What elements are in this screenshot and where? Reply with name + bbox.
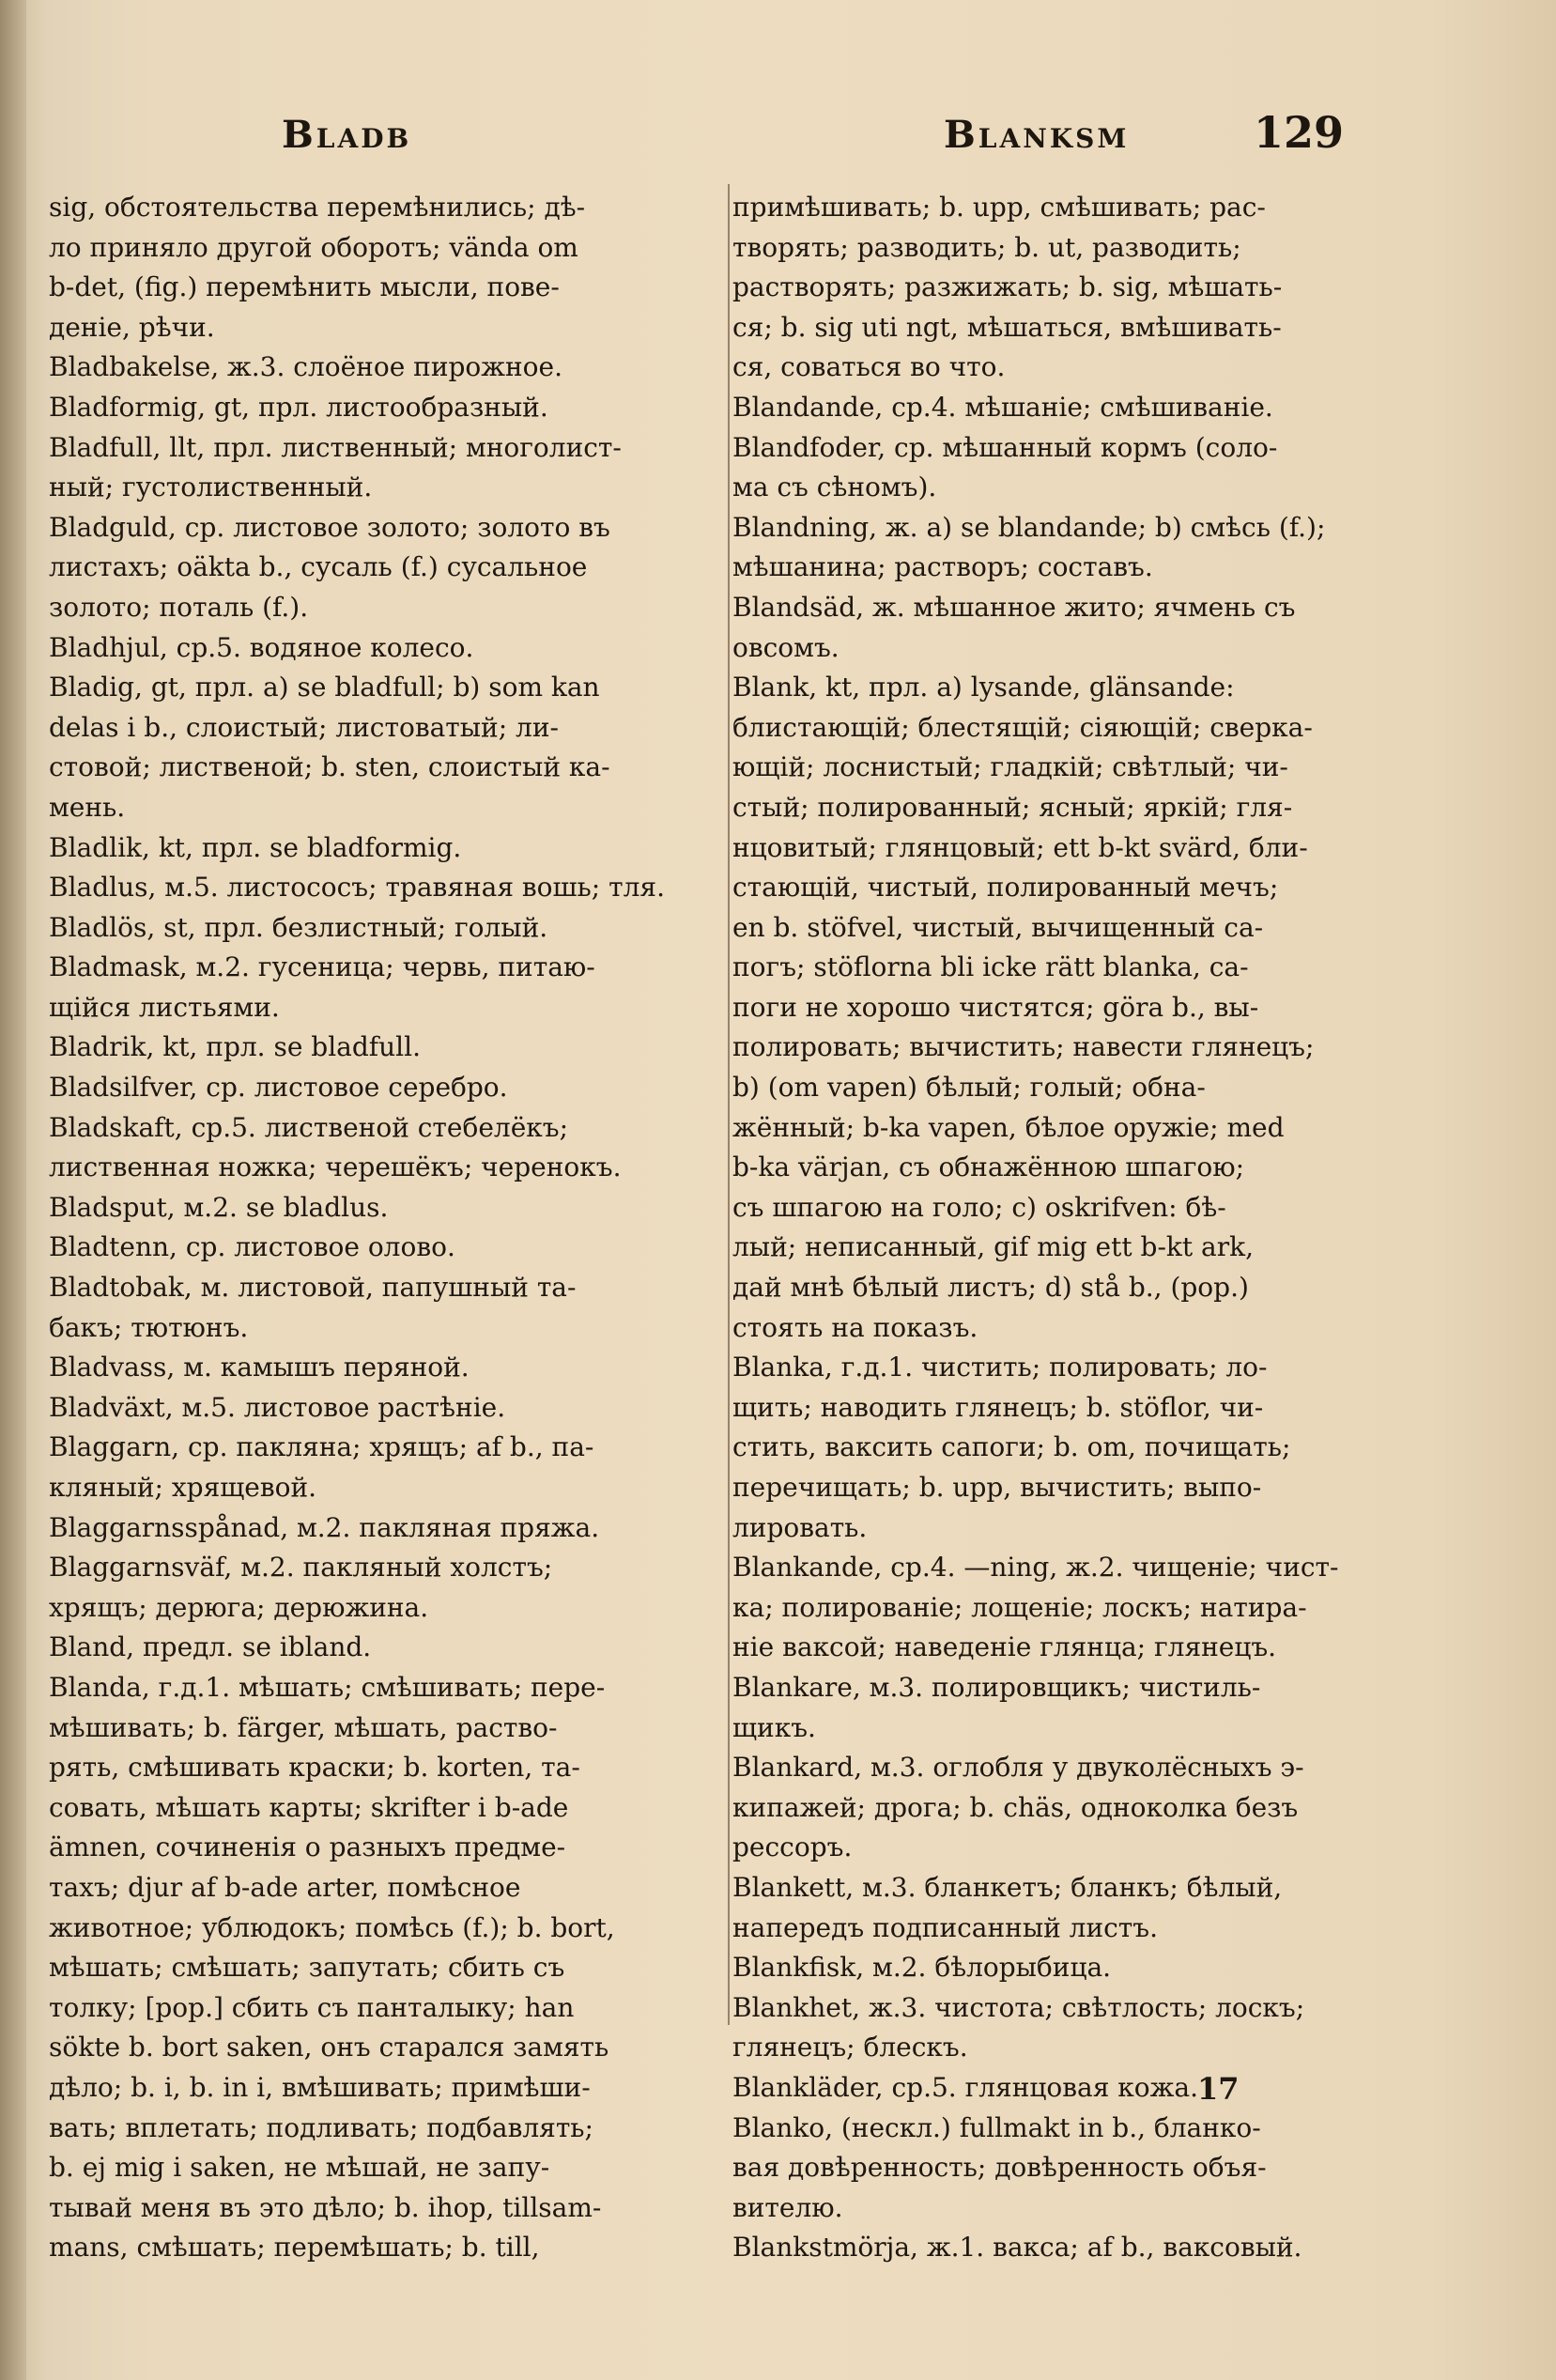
text-line: вать; вплетать; подливать; подбавлять;	[49, 2111, 593, 2143]
text-line: delas i b., слоистый; листоватый; ли-	[49, 711, 559, 743]
text-line: Blankande, ср.4. —ning, ж.2. чищеніе; чист-	[732, 1552, 1339, 1584]
text-line: ный; густолиственный.	[49, 471, 373, 503]
text-line: лиственная ножка; черешёкъ; черенокъ.	[49, 1151, 622, 1183]
text-line: напередъ подписанный листъ.	[732, 1911, 1159, 1943]
text-line: Blankett, м.3. бланкетъ; бланкъ; бѣлый,	[732, 1871, 1283, 1903]
left-headword: Bladb	[282, 113, 412, 157]
text-line: рессоръ.	[732, 1831, 853, 1863]
text-line: Bladväxt, м.5. листовое растѣніе.	[49, 1391, 506, 1423]
text-line: Bladmask, м.2. гусеница; червь, питаю-	[49, 951, 595, 983]
text-line: Bladtobak, м. листовой, папушный та-	[49, 1272, 577, 1304]
text-line: животное; ублюдокъ; помѣсь (f.); b. bort,	[49, 1911, 615, 1943]
text-line: нцовитый; глянцовый; ett b-kt svärd, бли-	[732, 831, 1308, 863]
text-line: Bladlik, kt, прл. se bladformig.	[49, 831, 462, 863]
text-line: творять; разводить; b. ut, разводить;	[732, 231, 1241, 263]
text-line: дай мнѣ бѣлый листъ; d) stå b., (рор.)	[732, 1272, 1249, 1304]
text-line: деніе, рѣчи.	[49, 311, 215, 343]
text-line: лый; неписанный, gif mig ett b-kt ark,	[732, 1231, 1254, 1263]
text-line: вая довѣренность; довѣренность объя-	[732, 2152, 1267, 2184]
text-line: b-ka värjan, съ обнажённою шпагою;	[732, 1151, 1245, 1183]
text-line: хрящъ; дерюга; дерюжина.	[49, 1591, 429, 1623]
text-line: Blankstmörja, ж.1. вакса; af b., ваксовый.	[732, 2232, 1302, 2264]
text-line: совать, мѣшать карты; skrifter i b-ade	[49, 1791, 569, 1823]
text-line: Bladlus, м.5. листососъ; травяная вошь; тля.	[49, 872, 665, 904]
text-line: стить, ваксить сапоги; b. om, почищать;	[732, 1431, 1291, 1463]
text-line: рять, смѣшивать краски; b. korten, та-	[49, 1752, 580, 1784]
text-line: sökte b. bort saken, онъ старался замять	[49, 2032, 609, 2063]
text-line: Blankare, м.3. полировщикъ; чистиль-	[732, 1671, 1261, 1703]
page-edge	[0, 0, 26, 2380]
text-line: кляный; хрящевой.	[49, 1472, 317, 1503]
text-line: Bladvass, м. камышъ перяной.	[49, 1352, 470, 1383]
text-line: кипажей; дрога; b. chäs, одноколка безъ	[732, 1791, 1299, 1823]
text-line: Bladhjul, ср.5. водяное колесо.	[49, 631, 474, 663]
text-line: тахъ; djur af b-ade arter, помѣсное	[49, 1871, 521, 1903]
text-line: b-det, (fig.) перемѣнить мысли, пове-	[49, 271, 560, 303]
text-line: Bladsilfver, ср. листовое серебро.	[49, 1072, 508, 1104]
text-line: Blankhet, ж.3. чистота; свѣтлость; лоскъ;	[732, 1991, 1305, 2023]
text-line: дѣло; b. i, b. in i, вмѣшивать; примѣши-	[49, 2071, 591, 2103]
text-line: щикъ.	[732, 1711, 816, 1743]
text-line: Bladtenn, ср. листовое олово.	[49, 1231, 455, 1263]
text-line: стый; полированный; ясный; яркій; гля-	[732, 791, 1293, 823]
text-line: Blandfoder, ср. мѣшанный кормъ (соло-	[732, 431, 1278, 463]
text-line: перечищать; b. upp, вычистить; выпо-	[732, 1472, 1262, 1503]
text-line: Blankfisk, м.2. бѣлорыбица.	[732, 1952, 1112, 1984]
text-line: Blaggarnsväf, м.2. пакляный холстъ;	[49, 1552, 553, 1584]
text-line: стоять на показъ.	[732, 1311, 978, 1343]
text-line: Bland, предл. se ibland.	[49, 1631, 372, 1663]
text-line: бакъ; тютюнъ.	[49, 1311, 249, 1343]
text-line: Blaggarnsspånad, м.2. пакляная пряжа.	[49, 1511, 600, 1543]
text-line: Blanka, г.д.1. чистить; полировать; ло-	[732, 1352, 1268, 1383]
text-line: Blandande, ср.4. мѣшаніе; смѣшиваніе.	[732, 391, 1273, 423]
text-line: мень.	[49, 791, 126, 823]
text-line: ка; полированіе; лощеніе; лоскъ; натира-	[732, 1591, 1307, 1623]
text-line: примѣшивать; b. upp, смѣшивать; рас-	[732, 192, 1266, 223]
text-line: Bladskaft, ср.5. лиственой стебелёкъ;	[49, 1111, 569, 1143]
text-line: Blandning, ж. a) se blandande; b) смѣсь (f.);	[732, 511, 1326, 543]
text-line: Bladsput, м.2. se bladlus.	[49, 1191, 389, 1223]
text-line: глянецъ; блескъ.	[732, 2032, 968, 2063]
text-line: щійся листьями.	[49, 991, 280, 1023]
text-line: лировать.	[732, 1511, 868, 1543]
text-line: Blankläder, ср.5. глянцовая кожа.	[732, 2071, 1198, 2103]
right-column	[732, 188, 1474, 2268]
text-line: стовой; лиственой; b. sten, слоистый ка-	[49, 751, 610, 783]
text-line: золото; поталь (f.).	[49, 591, 309, 623]
text-line: b. ej mig i saken, не мѣшай, не запу-	[49, 2152, 550, 2184]
text-line: Blandsäd, ж. мѣшанное жито; ячмень съ	[732, 591, 1296, 623]
text-line: Blankard, м.3. оглобля у двуколёсныхъ э-	[732, 1752, 1304, 1784]
text-line: полировать; вычистить; навести глянецъ;	[732, 1031, 1315, 1063]
text-line: ся; b. sig uti ngt, мѣшаться, вмѣшивать-	[732, 311, 1282, 343]
text-line: Bladformig, gt, прл. листообразный.	[49, 391, 548, 423]
text-line: Bladbakelse, ж.3. слоёное пирожное.	[49, 351, 563, 383]
text-line: блистающій; блестящій; сіяющій; сверка-	[732, 711, 1313, 743]
text-line: жённый; b-ka vapen, бѣлое оружіе; med	[732, 1111, 1285, 1143]
text-line: съ шпагою на голо; c) oskrifven: бѣ-	[732, 1191, 1226, 1223]
text-line: стающій, чистый, полированный мечъ;	[732, 872, 1279, 904]
text-line: вителю.	[732, 2191, 843, 2223]
text-line: b) (om vapen) бѣлый; голый; обна-	[732, 1072, 1206, 1104]
text-line: ющій; лоснистый; гладкій; свѣтлый; чи-	[732, 751, 1288, 783]
text-line: Bladlös, st, прл. безлистный; голый.	[49, 911, 548, 943]
text-line: щить; наводить глянецъ; b. stöflor, чи-	[732, 1391, 1264, 1423]
text-line: Bladguld, ср. листовое золото; золото въ	[49, 511, 610, 543]
text-line: овсомъ.	[732, 631, 840, 663]
signature-mark: 17	[1197, 2071, 1240, 2107]
text-line: sig, обстоятельства перемѣнились; дѣ-	[49, 192, 586, 223]
text-line: Blank, kt, прл. a) lysande, glänsande:	[732, 672, 1235, 703]
text-line: Bladig, gt, прл. a) se bladfull; b) som kan	[49, 672, 600, 703]
text-line: Blanda, г.д.1. мѣшать; смѣшивать; пере-	[49, 1671, 606, 1703]
right-headword: Blanksm	[944, 113, 1130, 157]
text-line: толку; [рор.] сбить съ панталыку; han	[49, 1991, 575, 2023]
text-line: ма съ сѣномъ).	[732, 471, 937, 503]
text-line: Blaggarn, ср. пакляна; хрящъ; af b., па-	[49, 1431, 594, 1463]
text-line: мѣшанина; растворъ; составъ.	[732, 551, 1153, 583]
text-line: поги не хорошо чистятся; göra b., вы-	[732, 991, 1259, 1023]
text-line: растворять; разжижать; b. sig, мѣшать-	[732, 271, 1283, 303]
text-line: листахъ; oäkta b., сусаль (f.) сусальное	[49, 551, 588, 583]
text-line: Bladrik, kt, прл. se bladfull.	[49, 1031, 421, 1063]
text-line: ся, соваться во что.	[732, 351, 1006, 383]
text-line: ämnen, сочиненія о разныхъ предме-	[49, 1831, 566, 1863]
text-line: тывай меня въ это дѣло; b. ihop, tillsam-	[49, 2191, 602, 2223]
text-line: погъ; stöflorna bli icke rätt blanka, са-	[732, 951, 1249, 983]
text-line: ло приняло другой оборотъ; vända om	[49, 231, 578, 263]
text-line: mans, смѣшать; перемѣшать; b. till,	[49, 2232, 540, 2264]
text-line: мѣшивать; b. färger, мѣшать, раство-	[49, 1711, 558, 1743]
left-column	[49, 188, 723, 2268]
text-line: ніе ваксой; наведеніе глянца; глянецъ.	[732, 1631, 1277, 1663]
running-header	[0, 101, 1556, 167]
text-line: Blanko, (нескл.) fullmakt in b., бланко-	[732, 2111, 1261, 2143]
text-line: en b. stöfvel, чистый, вычищенный са-	[732, 911, 1264, 943]
text-line: Bladfull, llt, прл. лиственный; многолист-	[49, 431, 622, 463]
page-number: 129	[1254, 107, 1345, 158]
text-line: мѣшать; смѣшать; запутать; сбить съ	[49, 1952, 565, 1984]
